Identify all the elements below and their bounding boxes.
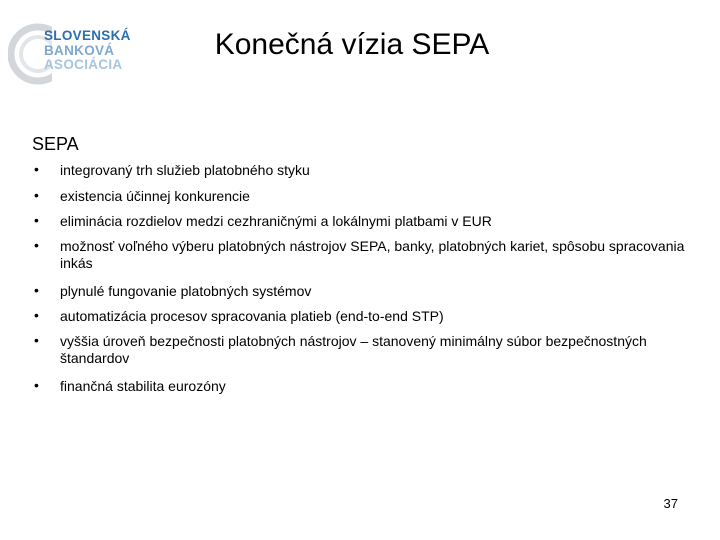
bullet-dot: • <box>34 332 39 348</box>
logo-line-1: SLOVENSKÁ <box>44 28 131 43</box>
bullet-dot: • <box>34 237 39 253</box>
bullet-text: existencia účinnej konkurencie <box>60 188 250 204</box>
page-number: 37 <box>663 496 678 511</box>
bullet-dot: • <box>34 282 39 298</box>
bullet-item <box>32 308 702 325</box>
bullet-text: možnosť voľného výberu platobných nástrojov SEPA, banky, platobných kariet, spôsobu spracovania inkás <box>60 238 685 271</box>
bullet-item <box>32 188 702 205</box>
bullet-list <box>32 162 702 395</box>
bullet-dot: • <box>34 377 39 393</box>
logo-line-2: BANKOVÁ <box>44 42 115 58</box>
logo-line-3: ASOCIÁCIA <box>44 57 123 72</box>
bullet-text: plynulé fungovanie platobných systémov <box>60 283 312 299</box>
bullet-item <box>32 378 702 395</box>
slide-title-text: Konečná vízia SEPA <box>214 28 490 61</box>
bullet-text: vyššia úroveň bezpečnosti platobných nástrojov – stanovený minimálny súbor bezpečnostných štandardov <box>60 333 647 366</box>
bullet-item <box>32 333 702 367</box>
bullet-dot: • <box>34 161 39 177</box>
bullet-text: integrovaný trh služieb platobného styku <box>60 162 310 178</box>
section-heading: SEPA <box>32 134 79 154</box>
bullet-dot: • <box>34 212 39 228</box>
bullet-text: eliminácia rozdielov medzi cezhraničnými a lokálnymi platbami v EUR <box>60 213 492 229</box>
bullet-text: finančná stabilita eurozóny <box>60 378 226 394</box>
bullet-item <box>32 213 702 230</box>
slide-title <box>0 28 720 62</box>
bullet-dot: • <box>34 307 39 323</box>
bullet-text: automatizácia procesov spracovania platieb (end-to-end STP) <box>60 308 444 324</box>
bullet-dot: • <box>34 187 39 203</box>
bullet-item <box>32 283 702 300</box>
bullet-item <box>32 238 702 272</box>
bullet-item <box>32 162 702 179</box>
